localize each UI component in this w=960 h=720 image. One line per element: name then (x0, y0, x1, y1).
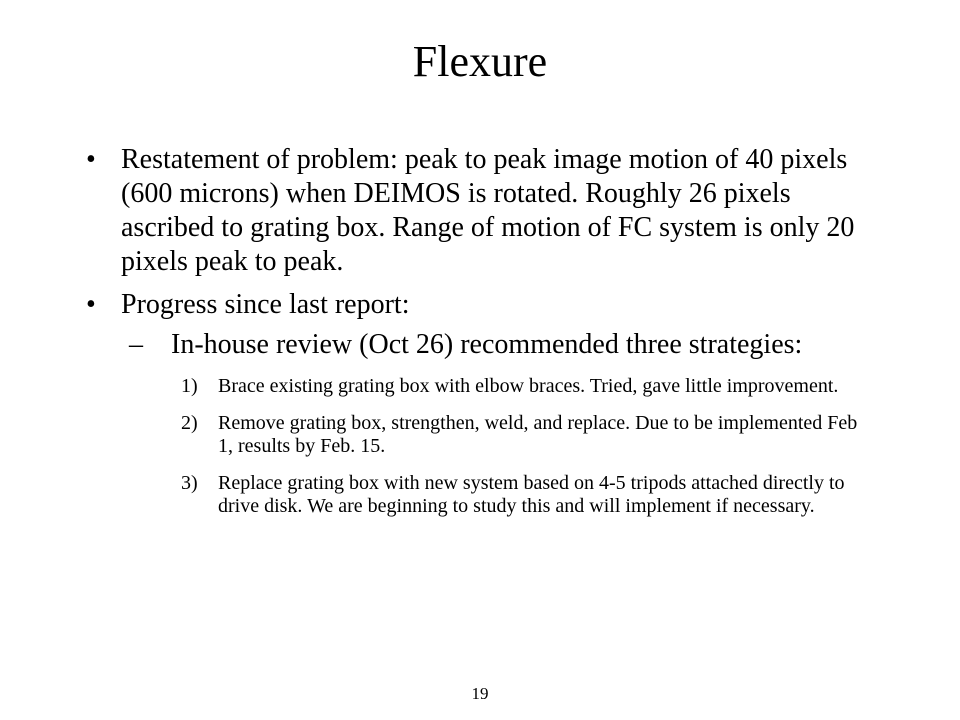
bullet-progress (80, 288, 880, 322)
bullet-text: Progress since last report: (121, 289, 410, 320)
sub-bullet-text: In-house review (Oct 26) recommended three strategies: (171, 329, 803, 360)
bullet-mark: • (86, 289, 96, 320)
strategy-number: 2) (181, 412, 198, 434)
sub-bullet-review (80, 328, 880, 362)
strategy-number: 1) (181, 375, 198, 397)
strategy-text: Remove grating box, strengthen, weld, and replace. Due to be implemented Feb 1, results by Feb. 15. (218, 412, 858, 457)
strategy-text: Brace existing grating box with elbow braces. Tried, gave little improvement. (218, 375, 839, 397)
strategy-text: Replace grating box with new system based on 4-5 tripods attached directly to drive disk. We are beginning to study this and will implement if necessary. (218, 472, 845, 517)
strategy-item (80, 375, 880, 398)
page-number: 19 (471, 684, 489, 703)
strategy-number: 3) (181, 472, 198, 494)
bullet-text: Restatement of problem: peak to peak image motion of 40 pixels (600 microns) when DEIMOS is rotated. Roughly 26 pixels ascribed to grating box. Range of motion of FC system is only 20 pixels peak to peak. (121, 144, 855, 277)
bullet-mark: • (86, 144, 96, 175)
slide-content (80, 143, 880, 518)
dash-mark: – (129, 329, 143, 360)
bullet-problem-statement (80, 143, 880, 279)
slide-title: Flexure (412, 37, 548, 86)
strategy-item (80, 472, 880, 518)
strategy-item (80, 412, 880, 458)
strategy-list (80, 375, 880, 518)
